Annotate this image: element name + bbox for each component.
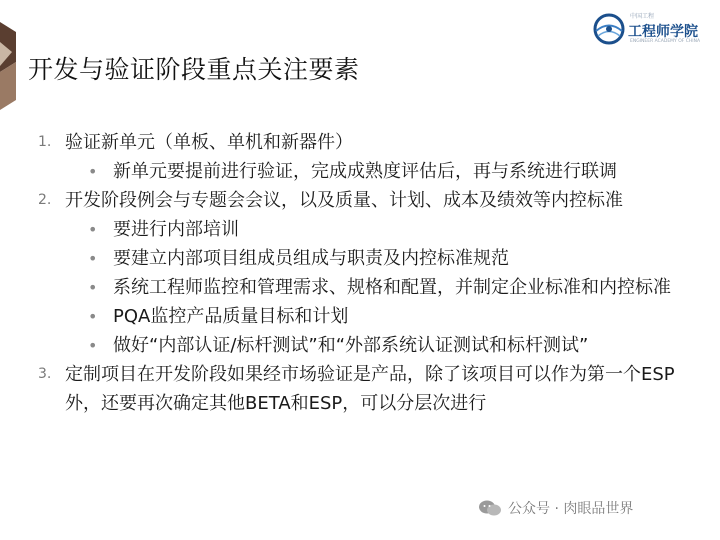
logo-top-text: 中国工程 — [630, 13, 655, 20]
list-item-text: 验证新单元（单板、单机和新器件） — [65, 132, 353, 153]
list-item-text: 开发阶段例会与专题会会议，以及质量、计划、成本及绩效等内控标准 — [65, 190, 623, 211]
sub-list-item — [38, 331, 688, 360]
wechat-icon — [478, 499, 502, 517]
sub-list-item-text: 新单元要提前进行验证，完成成熟度评估后，再与系统进行联调 — [113, 161, 617, 182]
bullet: • — [88, 336, 98, 355]
bullet: • — [88, 249, 98, 268]
list-item — [38, 186, 688, 215]
sub-list-item — [38, 302, 688, 331]
corner-decoration — [0, 22, 16, 110]
watermark — [478, 498, 633, 518]
academy-logo — [592, 8, 704, 50]
list-number: 1. — [38, 134, 52, 150]
bullet: • — [88, 307, 98, 326]
sub-list-item-text: 要建立内部项目组成员组成与职责及内控标准规范 — [113, 248, 509, 269]
slide-body — [38, 128, 688, 418]
sub-list-item-text: 系统工程师监控和管理需求、规格和配置，并制定企业标准和内控标准 — [113, 277, 671, 298]
sub-list-item — [38, 273, 688, 302]
list-item — [38, 128, 688, 157]
list-number: 3. — [38, 366, 52, 382]
slide-title: 开发与验证阶段重点关注要素 — [28, 55, 360, 84]
list-item — [38, 360, 688, 418]
bullet: • — [88, 278, 98, 297]
globe-logo-icon — [592, 12, 626, 46]
list-item-text: 定制项目在开发阶段如果经市场验证是产品，除了该项目可以作为第一个ESP外，还要再次确定其他BETA和ESP，可以分层次进行 — [65, 364, 675, 414]
sub-list-item-text: 做好“内部认证/标杆测试”和“外部系统认证测试和标杆测试” — [113, 335, 589, 356]
sub-list-item — [38, 215, 688, 244]
sub-list-item-text: 要进行内部培训 — [113, 219, 239, 240]
logo-main-text: 工程师学院 — [628, 24, 698, 40]
logo-bottom-text: ENGINEER ACADEMY OF CHINA — [630, 39, 701, 44]
sub-list-item — [38, 157, 688, 186]
sub-list-item-text: PQA监控产品质量目标和计划 — [113, 306, 349, 327]
sub-list-item — [38, 244, 688, 273]
list-number: 2. — [38, 192, 52, 208]
bullet: • — [88, 162, 98, 181]
bullet: • — [88, 220, 98, 239]
watermark-text: 公众号 · 肉眼品世界 — [508, 501, 634, 517]
